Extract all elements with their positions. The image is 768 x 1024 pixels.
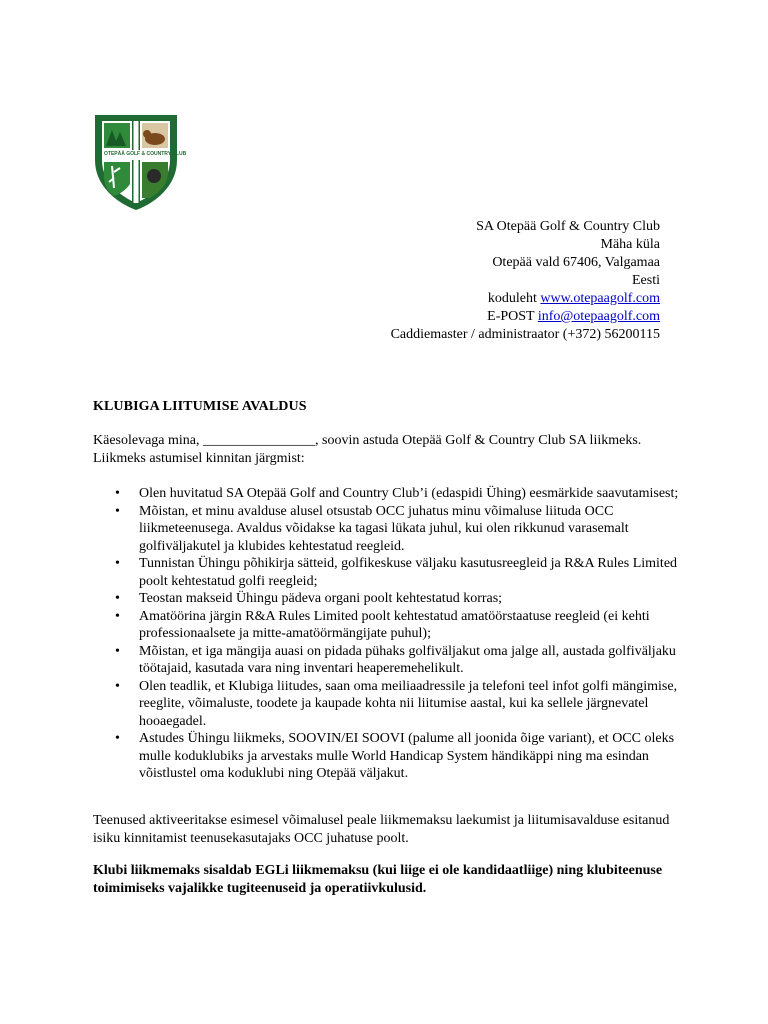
bullet-icon: •	[115, 503, 120, 519]
document-heading: KLUBIGA LIITUMISE AVALDUS	[93, 399, 307, 414]
website-label: koduleht	[487, 291, 537, 306]
logo-text: OTEPÄÄ GOLF & COUNTRY CLUB	[104, 151, 187, 157]
email-label: E-POST	[487, 309, 535, 324]
bullet-icon: •	[115, 678, 120, 694]
activation-paragraph: Teenused aktiveeritakse esimesel võimalusel peale liikmemaksu laekumist ja liitumisavalduse esitanud isiku kinnitamist teenusekasutajaks OCC juhatuse poolt.	[93, 813, 670, 846]
list-item: • Olen huvitatud SA Otepää Golf and Country Club’i (edaspidi Ühing) eesmärkide saavutamisest;	[115, 486, 679, 501]
country: Eesti	[632, 273, 660, 288]
declaration-list	[93, 485, 683, 783]
bullet-icon: •	[115, 556, 120, 571]
club-address-block	[320, 218, 660, 344]
bullet-icon: •	[115, 608, 120, 624]
org-name: SA Otepää Golf & Country Club	[476, 219, 660, 234]
parish: Otepää vald 67406, Valgamaa	[492, 255, 660, 270]
list-item: • Mõistan, et minu avalduse alusel otsustab OCC juhatus minu võimaluse liituda OCC liikmeteenusega. Avaldus võidakse ka tagasi lükata juhul, kui olen rikkunud varasemalt golfiväljakutel ja klubides kehtestatud reegleid.	[115, 503, 629, 554]
list-item: • Teostan makseid Ühingu pädeva organi poolt kehtestatud korras;	[115, 591, 503, 606]
intro-paragraph: Käesolevaga mina, ________________, soovin astuda Otepää Golf & Country Club SA liikmeks. Liikmeks astumisel kinnitan järgmist:	[93, 433, 642, 466]
bullet-icon: •	[115, 486, 120, 501]
website-line	[320, 290, 660, 308]
list-item: • Olen teadlik, et Klubiga liitudes, saan oma meiliaadressile ja telefoni teel infot golfi mängimise, reeglite, võimaluste, toodete ja kaupade kohta nii liitumise aastal, kui ka sellele järgnevatel hooaegadel.	[115, 678, 678, 729]
list-item: • Mõistan, et iga mängija auasi on pidada pühaks golfiväljakut oma jalge all, austada golfiväljaku töötajaid, kasutada vara ning inventari heaperemehelikult.	[115, 643, 676, 676]
list-item: • Astudes Ühingu liikmeks, SOOVIN/EI SOOVI (palume all joonida õige variant), et OCC oleks mulle koduklubiks ja arvestaks mulle World Handicap System händikäppi ning ma esindan võistlustel oma koduklubi ning Otepää väljakut.	[115, 731, 675, 781]
email-line	[320, 308, 660, 326]
list-item: • Amatöörina järgin R&A Rules Limited poolt kehtestatud amatöörstaatuse reegleid (ei kehti professionaalsete ja mitte-amatöörmängijate puhul);	[115, 608, 650, 641]
club-logo-shield	[92, 112, 187, 212]
membership-fee-note: Klubi liikmemaks sisaldab EGLi liikmemaksu (kui liige ei ole kandidaatliige) ning klubiteenuse toimimiseks vajalikke tugiteenuseid ja operatiivkulusid.	[93, 863, 663, 896]
village: Mäha küla	[600, 237, 660, 252]
bullet-icon: •	[115, 591, 120, 606]
website-link[interactable]: www.otepaagolf.com	[540, 291, 660, 306]
list-item: • Tunnistan Ühingu põhikirja sätteid, golfikeskuse väljaku kasutusreegleid ja R&A Rules Limited poolt kehtestatud golfi reegleid;	[115, 556, 678, 589]
caddiemaster-phone: Caddiemaster / administraator (+372) 56200115	[390, 327, 660, 342]
bullet-icon: •	[115, 731, 120, 746]
bullet-icon: •	[115, 643, 120, 659]
email-link[interactable]: info@otepaagolf.com	[537, 309, 660, 324]
